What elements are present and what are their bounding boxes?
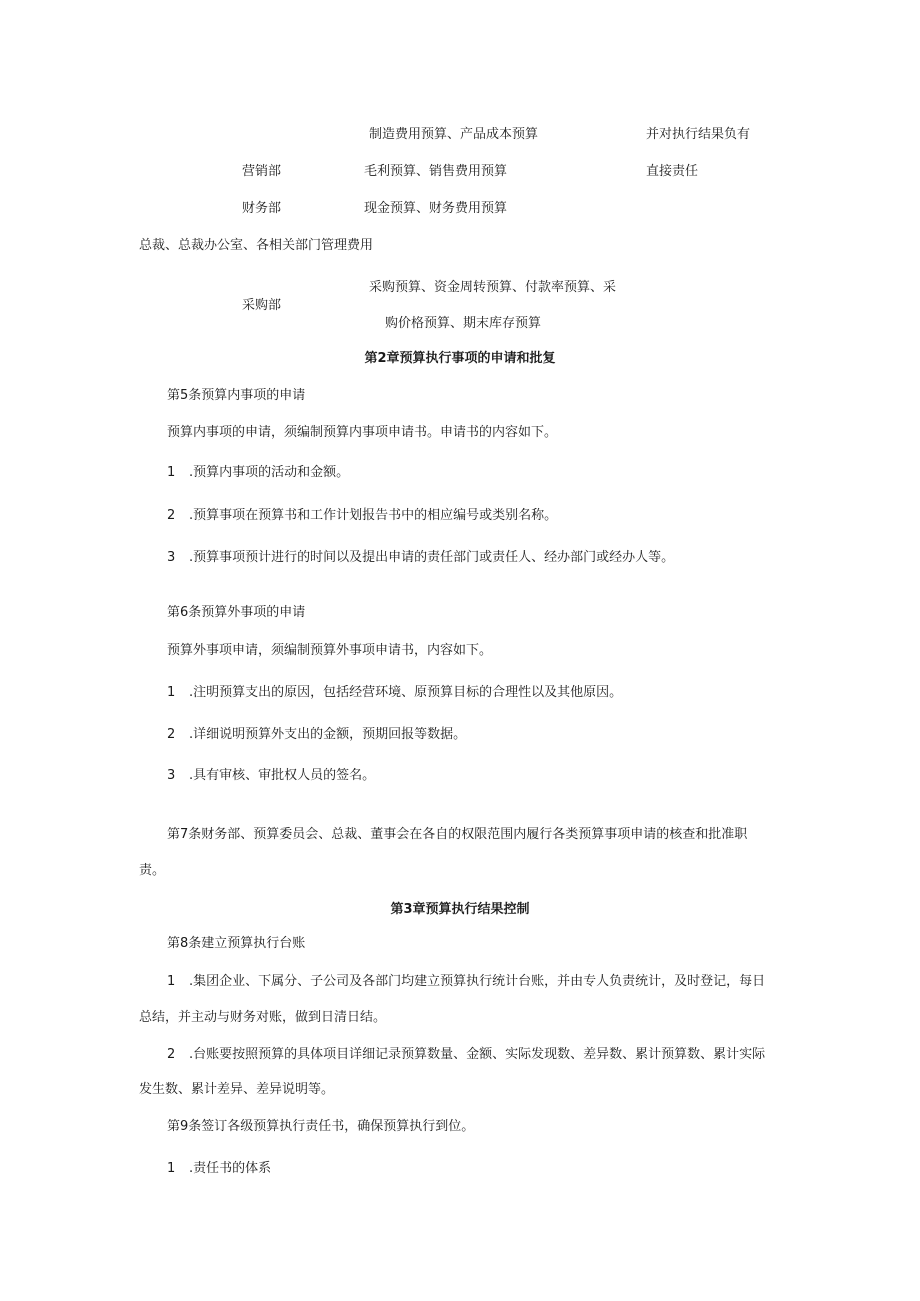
item-number: 2 xyxy=(167,1047,176,1062)
table-row3-dept: 财务部 xyxy=(242,201,282,216)
article8-item-1-line1 xyxy=(167,973,765,991)
table-row5-dept: 采购部 xyxy=(242,298,282,313)
item-number: 1 xyxy=(167,685,176,700)
table-row2-duty: 直接责任 xyxy=(646,164,699,179)
article6-item-2 xyxy=(167,726,466,744)
item-number: 1 xyxy=(167,974,176,989)
item-text: .预算内事项的活动和金额。 xyxy=(189,465,350,480)
item-text: .详细说明预算外支出的金额，预期回报等数据。 xyxy=(189,727,467,742)
item-text: .预算事项预计进行的时间以及提出申请的责任部门或责任人、经办部门或经办人等。 xyxy=(189,550,675,565)
item-text: .预算事项在预算书和工作计划报告书中的相应编号或类别名称。 xyxy=(189,508,558,523)
article7-line2: 责。 xyxy=(139,863,166,878)
article9-title: 第9条签订各级预算执行责任书，确保预算执行到位。 xyxy=(167,1119,475,1134)
table-row5-budget-line2: 购价格预算、期末库存预算 xyxy=(385,316,542,331)
item-text: .集团企业、下属分、子公司及各部门均建立预算执行统计台账，并由专人负责统计，及时登记，每日 xyxy=(189,974,766,989)
table-row2-dept: 营销部 xyxy=(242,164,282,179)
item-text: .注明预算支出的原因，包括经营环境、原预算目标的合理性以及其他原因。 xyxy=(189,685,623,700)
table-row2-budget: 毛利预算、销售费用预算 xyxy=(364,164,508,179)
table-row3-budget: 现金预算、财务费用预算 xyxy=(364,201,508,216)
article5-item-1 xyxy=(167,464,349,482)
article8-item-2-line2: 发生数、累计差异、差异说明等。 xyxy=(139,1082,335,1097)
chapter3-title: 第3章预算执行结果控制 xyxy=(390,902,530,917)
article6-title: 第6条预算外事项的申请 xyxy=(167,605,306,620)
article5-title: 第5条预算内事项的申请 xyxy=(167,388,306,403)
item-text: .具有审核、审批权人员的签名。 xyxy=(189,768,376,783)
item-number: 2 xyxy=(167,727,176,742)
table-row1-budget: 制造费用预算、产品成本预算 xyxy=(369,127,539,142)
item-number: 3 xyxy=(167,550,176,565)
article6-intro: 预算外事项申请，须编制预算外事项申请书，内容如下。 xyxy=(167,643,493,658)
article5-item-2 xyxy=(167,507,557,525)
article6-item-3 xyxy=(167,767,375,785)
item-number: 1 xyxy=(167,465,176,480)
item-number: 2 xyxy=(167,508,176,523)
item-number: 3 xyxy=(167,768,176,783)
article9-item-1 xyxy=(167,1160,271,1178)
item-text: .责任书的体系 xyxy=(189,1161,272,1176)
article5-intro: 预算内事项的申请，须编制预算内事项申请书。申请书的内容如下。 xyxy=(167,425,558,440)
table-row5-budget-line1: 采购预算、资金周转预算、付款率预算、采 xyxy=(369,280,617,295)
chapter2-title: 第2章预算执行事项的申请和批复 xyxy=(364,351,556,366)
item-text: .台账要按照预算的具体项目详细记录预算数量、金额、实际发现数、差异数、累计预算数、累计实际 xyxy=(189,1047,766,1062)
table-row1-duty: 并对执行结果负有 xyxy=(646,127,751,142)
article5-item-3 xyxy=(167,549,674,567)
article6-item-1 xyxy=(167,684,622,702)
item-number: 1 xyxy=(167,1161,176,1176)
article8-item-1-line2: 总结，并主动与财务对账，做到日清日结。 xyxy=(139,1010,387,1025)
article8-item-2-line1 xyxy=(167,1046,765,1064)
article8-title: 第8条建立预算执行台账 xyxy=(167,936,306,951)
article7-line1: 第7条财务部、预算委员会、总裁、董事会在各自的权限范围内履行各类预算事项申请的核查和批准职 xyxy=(167,827,748,842)
table-row4-text: 总裁、总裁办公室、各相关部门管理费用 xyxy=(139,238,374,253)
